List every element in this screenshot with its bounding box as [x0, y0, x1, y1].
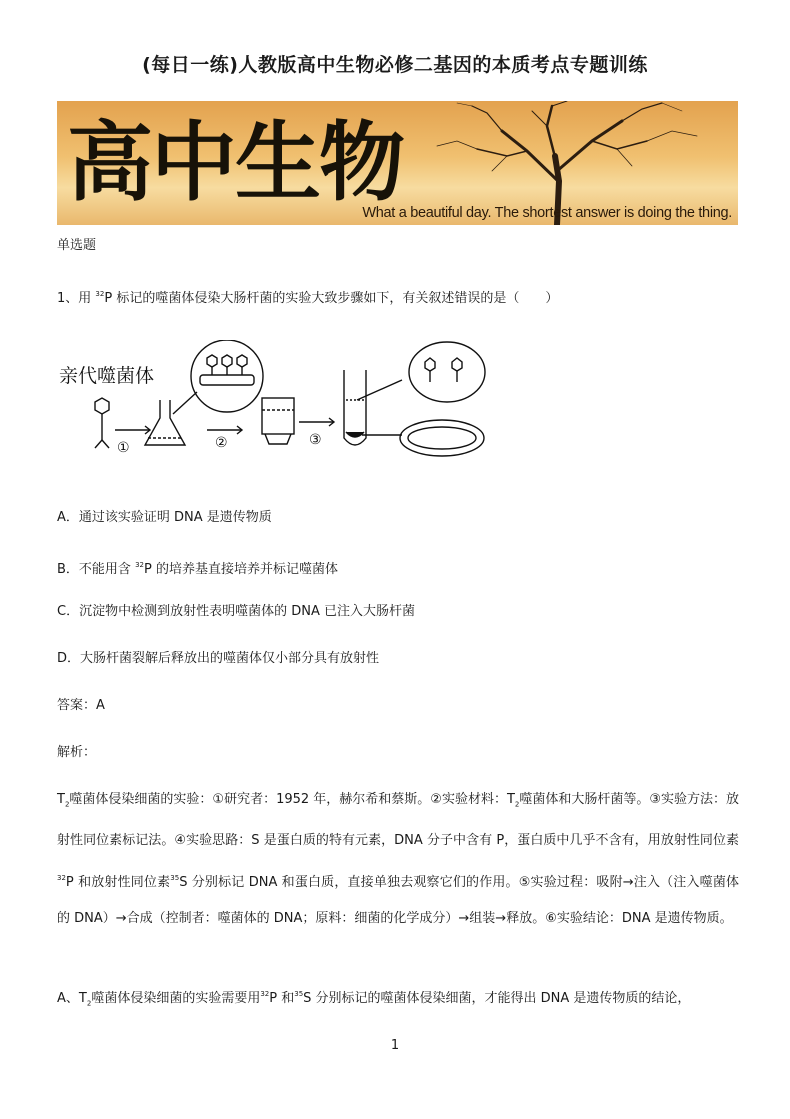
diagram-label: 亲代噬菌体 [59, 365, 155, 387]
para2-subscript: 2 [86, 999, 92, 1008]
para2-superscript-2: 35 [294, 990, 304, 998]
question-1-superscript: 32 [95, 290, 105, 298]
para1-text-b: 噬菌体侵染细菌的实验：①研究者：1952 年，赫尔希和蔡斯。②实验材料：T [69, 792, 515, 807]
magnify-circle-1 [191, 340, 263, 412]
analysis-paragraph-1 [57, 782, 739, 938]
banner-title: 高中生物 [67, 112, 403, 213]
para1-subscript-2: 2 [514, 800, 520, 809]
phage-head-icon [95, 398, 109, 414]
question-1-text: P 标记的噬菌体侵染大肠杆菌的实验大致步骤如下，有关叙述错误的是（ ） [104, 291, 559, 306]
para2-text-c: P 和 [269, 991, 295, 1006]
blender-icon [262, 398, 294, 434]
magnify-circle-2 [409, 342, 485, 402]
option-d: D．大肠杆菌裂解后释放出的噬菌体仅小部分具有放射性 [57, 651, 380, 666]
option-b-prefix: B．不能用含 [57, 562, 131, 577]
para1-text-a: T [57, 792, 65, 807]
option-b-superscript: 32 [135, 561, 144, 569]
para1-subscript: 2 [64, 800, 70, 809]
para2-text-a: A、T [57, 991, 87, 1006]
para2-text-d: S 分别标记的噬菌体侵染细菌，才能得出 DNA 是遗传物质的结论， [303, 991, 691, 1006]
section-heading: 单选题 [57, 238, 97, 253]
step-3-label: ③ [309, 432, 322, 448]
analysis-paragraph-2 [57, 976, 739, 1022]
banner-image [57, 101, 738, 225]
para1-text-d: P 和放射性同位素 [65, 874, 171, 890]
analysis-label: 解析： [57, 745, 97, 760]
para1-superscript-1: 32 [57, 873, 66, 882]
bacteria-ellipse [400, 420, 484, 456]
option-c: C．沉淀物中检测到放射性表明噬菌体的 DNA 已注入大肠杆菌 [57, 604, 415, 619]
question-1-prefix: 1、用 [57, 291, 92, 306]
document-title: (每日一练)人教版高中生物必修二基因的本质考点专题训练 [142, 54, 648, 76]
option-b-text: P 的培养基直接培养并标记噬菌体 [143, 562, 338, 577]
banner-quote: What a beautiful day. The shortest answer is doing the thing. [362, 205, 732, 221]
para2-superscript-1: 32 [260, 990, 270, 998]
para1-text-c: 噬菌体和大肠杆菌等。③实验方法：放射性同位素标记法。④实验思路：S 是蛋白质的特有元素，DNA 分子中含有 P，蛋白质中几乎不含有，用放射性同位素 [57, 792, 740, 849]
step-2-label: ② [215, 435, 228, 451]
para2-text-b: 噬菌体侵染细菌的实验需要用 [91, 991, 261, 1006]
answer: 答案：A [57, 698, 105, 713]
para1-text-e: S 分别标记 DNA 和蛋白质，直接单独去观察它们的作用。⑤实验过程：吸附→注入（注入噬菌体的 DNA）→合成（控制者：噬菌体的 DNA；原料：细菌的化学成分）→组装→释放。⑥实验结论：DNA 是遗传物质。 [57, 874, 739, 927]
para1-superscript-2: 35 [170, 873, 180, 882]
experiment-diagram [57, 340, 487, 458]
option-a: A．通过该实验证明 DNA 是遗传物质 [57, 510, 272, 525]
option-b [57, 556, 338, 579]
page-number: 1 [390, 1038, 400, 1053]
question-1 [57, 285, 558, 308]
step-1-label: ① [117, 440, 130, 456]
